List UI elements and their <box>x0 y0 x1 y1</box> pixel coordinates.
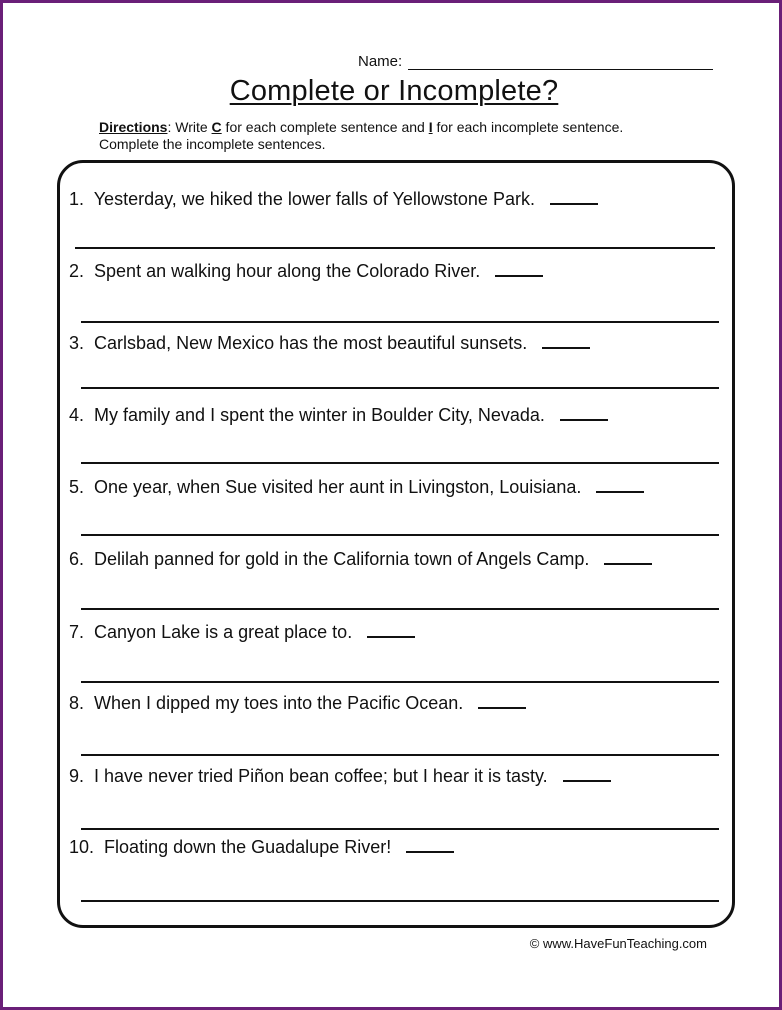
question-number: 10. <box>69 837 95 857</box>
question-item <box>69 835 454 858</box>
directions <box>99 119 719 153</box>
answer-line[interactable] <box>81 900 719 902</box>
question-text: Delilah panned for gold in the California town of Angels Camp. <box>94 549 590 569</box>
answer-blank[interactable] <box>542 331 590 349</box>
answer-blank[interactable] <box>495 259 543 277</box>
question-item <box>69 403 608 426</box>
name-blank-line[interactable] <box>408 55 713 70</box>
directions-text-1: : Write <box>167 119 212 135</box>
question-text: Floating down the Guadalupe River! <box>104 837 392 857</box>
answer-line[interactable] <box>81 462 719 464</box>
answer-blank[interactable] <box>604 547 652 565</box>
directions-text-3: for each incomplete sentence. <box>432 119 624 135</box>
answer-line[interactable] <box>81 387 719 389</box>
name-label: Name: <box>358 53 403 70</box>
question-item <box>69 475 644 498</box>
answer-blank[interactable] <box>563 764 611 782</box>
question-number: 9. <box>69 766 85 786</box>
question-text: One year, when Sue visited her aunt in Livingston, Louisiana. <box>94 477 582 497</box>
question-item <box>69 764 611 787</box>
name-field <box>358 53 713 70</box>
answer-blank[interactable] <box>550 187 598 205</box>
question-number: 5. <box>69 477 85 497</box>
copyright-notice: © www.HaveFunTeaching.com <box>529 936 707 951</box>
answer-line[interactable] <box>75 247 715 249</box>
answer-line[interactable] <box>81 754 719 756</box>
directions-code-incomplete: I <box>428 119 433 135</box>
page-title: Complete or Incomplete? <box>229 75 559 107</box>
question-number: 6. <box>69 549 85 569</box>
question-number: 7. <box>69 622 85 642</box>
question-text: When I dipped my toes into the Pacific Ocean. <box>94 693 464 713</box>
answer-line[interactable] <box>81 608 719 610</box>
directions-text-2: for each complete sentence and <box>221 119 429 135</box>
answer-line[interactable] <box>81 321 719 323</box>
question-item <box>69 620 415 643</box>
question-item <box>69 691 526 714</box>
question-text: Canyon Lake is a great place to. <box>94 622 353 642</box>
question-number: 2. <box>69 261 85 281</box>
answer-line[interactable] <box>81 828 719 830</box>
question-number: 3. <box>69 333 85 353</box>
question-item <box>69 259 543 282</box>
answer-line[interactable] <box>81 534 719 536</box>
question-number: 1. <box>69 189 85 209</box>
question-text: Carlsbad, New Mexico has the most beautiful sunsets. <box>94 333 528 353</box>
answer-blank[interactable] <box>560 403 608 421</box>
directions-label: Directions <box>99 119 168 135</box>
answer-blank[interactable] <box>406 835 454 853</box>
answer-blank[interactable] <box>367 620 415 638</box>
directions-code-complete: C <box>211 119 222 135</box>
directions-text-4: Complete the incomplete sentences. <box>99 136 326 152</box>
question-number: 4. <box>69 405 85 425</box>
answer-blank[interactable] <box>478 691 526 709</box>
question-number: 8. <box>69 693 85 713</box>
question-text: I have never tried Piñon bean coffee; but I hear it is tasty. <box>94 766 548 786</box>
answer-blank[interactable] <box>596 475 644 493</box>
question-item <box>69 547 652 570</box>
question-item <box>69 331 590 354</box>
question-text: Yesterday, we hiked the lower falls of Yellowstone Park. <box>93 189 535 209</box>
question-text: My family and I spent the winter in Boulder City, Nevada. <box>94 405 545 425</box>
question-item <box>69 187 598 210</box>
question-text: Spent an walking hour along the Colorado River. <box>94 261 481 281</box>
answer-line[interactable] <box>81 681 719 683</box>
